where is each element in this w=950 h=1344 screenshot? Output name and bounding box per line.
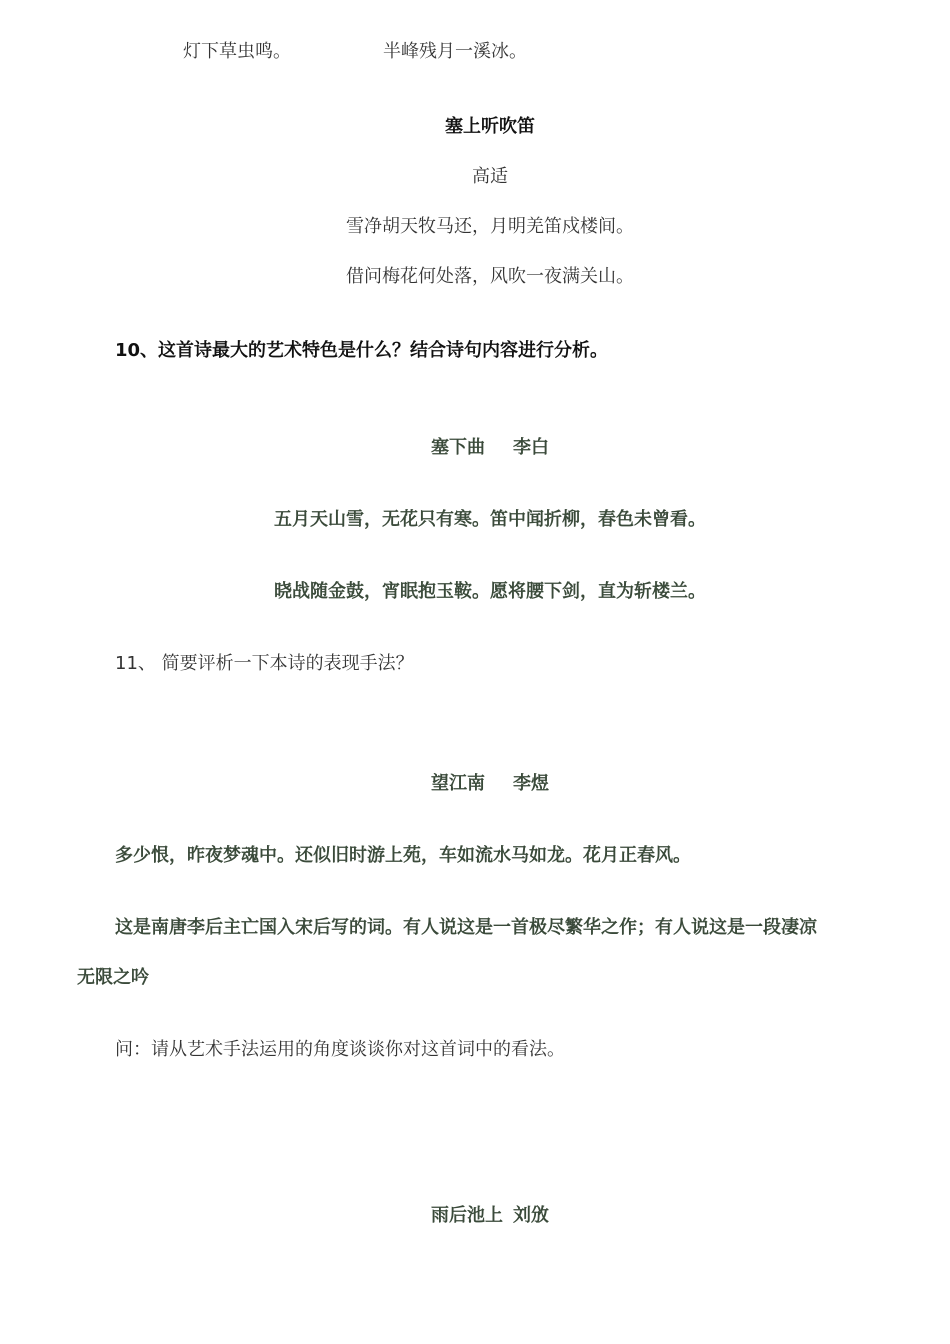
question-wang-jiang-nan: 问：请从艺术手法运用的角度谈谈你对这首词中的看法。 xyxy=(115,1039,565,1060)
poem-title-sai-shang: 塞上听吹笛 xyxy=(445,116,535,137)
poem-text-wang-jiang-nan: 多少恨，昨夜梦魂中。还似旧时游上苑，车如流水马如龙。花月正春风。 xyxy=(115,845,691,866)
poem-author-liu-ban: 刘攽 xyxy=(513,1205,549,1226)
poem-line-1: 雪净胡天牧马还，月明羌笛戍楼间。 xyxy=(346,216,634,237)
question-10: 10、这首诗最大的艺术特色是什么？结合诗句内容进行分析。 xyxy=(115,340,609,361)
poem-author-gao-shi: 高适 xyxy=(472,166,508,187)
poem-fragment-right-line: 半峰残月一溪冰。 xyxy=(383,41,527,62)
poem-title-wang-jiang-nan: 望江南 xyxy=(431,773,485,794)
poem-intro-line-2: 无限之吟 xyxy=(77,967,149,988)
poem-fragment-left-line: 灯下草虫鸣。 xyxy=(183,41,291,62)
poem-heading-sai-xia xyxy=(0,436,950,460)
question-11: 11、 简要评析一下本诗的表现手法？ xyxy=(115,653,414,674)
poem-intro-line-1: 这是南唐李后主亡国入宋后写的词。有人说这是一首极尽繁华之作；有人说这是一段凄凉 xyxy=(115,917,817,938)
poem-line-2: 晓战随金鼓，宵眠抱玉鞍。愿将腰下剑，直为斩楼兰。 xyxy=(274,581,706,602)
poem-author-li-yu: 李煜 xyxy=(513,773,549,794)
poem-line-1: 五月天山雪，无花只有寒。笛中闻折柳，春色未曾看。 xyxy=(274,509,706,530)
poem-title-sai-xia: 塞下曲 xyxy=(431,437,485,458)
poem-line-2: 借问梅花何处落，风吹一夜满关山。 xyxy=(346,266,634,287)
poem-title-yu-hou: 雨后池上 xyxy=(431,1205,503,1226)
poem-heading-yu-hou xyxy=(0,1204,950,1228)
poem-heading-wang-jiang-nan xyxy=(0,772,950,796)
poem-author-li-bai: 李白 xyxy=(513,437,549,458)
